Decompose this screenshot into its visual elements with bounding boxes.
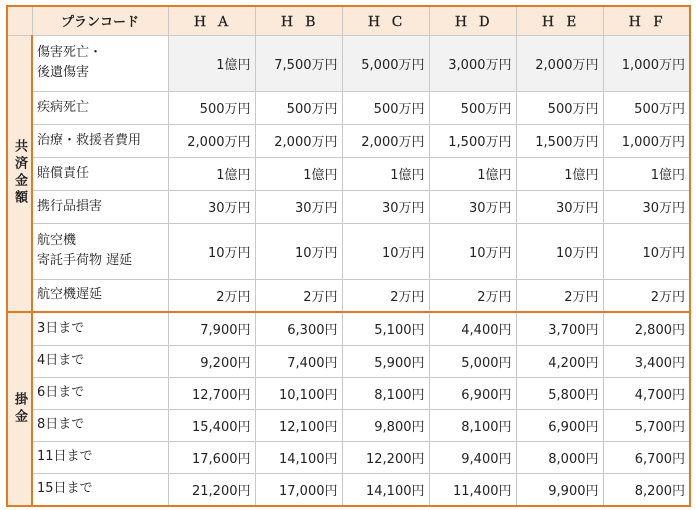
value-cell: 5,800円 bbox=[516, 377, 603, 409]
row-label: 4日まで bbox=[32, 345, 168, 377]
plan-header-he: ＨＥ bbox=[516, 6, 603, 35]
value-cell: 1億円 bbox=[603, 157, 690, 190]
value-cell: 3,400円 bbox=[603, 345, 690, 377]
row-label: 治療・救援者費用 bbox=[32, 124, 168, 157]
value-cell: 30万円 bbox=[168, 190, 255, 223]
value-cell: 5,700円 bbox=[603, 409, 690, 441]
premium-row bbox=[7, 377, 690, 409]
value-cell: 2万円 bbox=[342, 279, 429, 312]
value-cell: 8,200円 bbox=[603, 473, 690, 506]
value-cell: 1億円 bbox=[168, 35, 255, 91]
value-cell: 2,000万円 bbox=[168, 124, 255, 157]
coverage-section bbox=[7, 35, 690, 312]
value-cell: 7,900円 bbox=[168, 312, 255, 345]
value-cell: 10,100円 bbox=[255, 377, 342, 409]
value-cell: 12,700円 bbox=[168, 377, 255, 409]
plan-header-hf: ＨＦ bbox=[603, 6, 690, 35]
value-cell: 2万円 bbox=[516, 279, 603, 312]
row-label: 3日まで bbox=[32, 312, 168, 345]
corner-cell bbox=[7, 6, 32, 35]
value-cell: 4,200円 bbox=[516, 345, 603, 377]
value-cell: 1,500万円 bbox=[429, 124, 516, 157]
value-cell: 30万円 bbox=[342, 190, 429, 223]
coverage-row bbox=[7, 279, 690, 312]
value-cell: 2万円 bbox=[603, 279, 690, 312]
premium-section bbox=[7, 312, 690, 506]
row-label: 航空機遅延 bbox=[32, 279, 168, 312]
value-cell: 9,800円 bbox=[342, 409, 429, 441]
row-label: 賠償責任 bbox=[32, 157, 168, 190]
value-cell: 500万円 bbox=[342, 91, 429, 124]
value-cell: 1億円 bbox=[516, 157, 603, 190]
premium-row bbox=[7, 409, 690, 441]
value-cell: 500万円 bbox=[429, 91, 516, 124]
value-cell: 12,200円 bbox=[342, 441, 429, 473]
value-cell: 30万円 bbox=[603, 190, 690, 223]
value-cell: 2万円 bbox=[429, 279, 516, 312]
plan-code-header: プランコード bbox=[32, 6, 168, 35]
value-cell: 500万円 bbox=[516, 91, 603, 124]
value-cell: 10万円 bbox=[168, 223, 255, 279]
row-label: 6日まで bbox=[32, 377, 168, 409]
value-cell: 4,700円 bbox=[603, 377, 690, 409]
row-label: 8日まで bbox=[32, 409, 168, 441]
row-label: 11日まで bbox=[32, 441, 168, 473]
coverage-row bbox=[7, 190, 690, 223]
row-label: 航空機 寄託手荷物 遅延 bbox=[32, 223, 168, 279]
premium-row bbox=[7, 473, 690, 506]
value-cell: 6,900円 bbox=[429, 377, 516, 409]
value-cell: 2万円 bbox=[255, 279, 342, 312]
value-cell: 5,000円 bbox=[429, 345, 516, 377]
value-cell: 8,000円 bbox=[516, 441, 603, 473]
plan-header-ha: ＨＡ bbox=[168, 6, 255, 35]
value-cell: 17,000円 bbox=[255, 473, 342, 506]
value-cell: 500万円 bbox=[168, 91, 255, 124]
coverage-row bbox=[7, 124, 690, 157]
value-cell: 15,400円 bbox=[168, 409, 255, 441]
value-cell: 1億円 bbox=[255, 157, 342, 190]
value-cell: 3,700円 bbox=[516, 312, 603, 345]
value-cell: 5,000万円 bbox=[342, 35, 429, 91]
value-cell: 30万円 bbox=[255, 190, 342, 223]
value-cell: 9,900円 bbox=[516, 473, 603, 506]
value-cell: 1,000万円 bbox=[603, 35, 690, 91]
premium-row bbox=[7, 312, 690, 345]
value-cell: 11,400円 bbox=[429, 473, 516, 506]
value-cell: 14,100円 bbox=[255, 441, 342, 473]
coverage-section-label: 共済金額 bbox=[7, 35, 32, 312]
coverage-row bbox=[7, 35, 690, 91]
value-cell: 10万円 bbox=[429, 223, 516, 279]
value-cell: 17,600円 bbox=[168, 441, 255, 473]
value-cell: 10万円 bbox=[342, 223, 429, 279]
value-cell: 12,100円 bbox=[255, 409, 342, 441]
value-cell: 30万円 bbox=[516, 190, 603, 223]
plan-header-hd: ＨＤ bbox=[429, 6, 516, 35]
value-cell: 21,200円 bbox=[168, 473, 255, 506]
value-cell: 8,100円 bbox=[429, 409, 516, 441]
value-cell: 1億円 bbox=[342, 157, 429, 190]
row-label: 疾病死亡 bbox=[32, 91, 168, 124]
value-cell: 4,400円 bbox=[429, 312, 516, 345]
coverage-row bbox=[7, 223, 690, 279]
plan-table-wrapper bbox=[6, 5, 691, 507]
value-cell: 2,800円 bbox=[603, 312, 690, 345]
value-cell: 2万円 bbox=[168, 279, 255, 312]
value-cell: 6,900円 bbox=[516, 409, 603, 441]
value-cell: 500万円 bbox=[603, 91, 690, 124]
plan-comparison-table bbox=[6, 5, 691, 507]
value-cell: 7,500万円 bbox=[255, 35, 342, 91]
coverage-row bbox=[7, 91, 690, 124]
premium-row bbox=[7, 345, 690, 377]
value-cell: 9,400円 bbox=[429, 441, 516, 473]
value-cell: 8,100円 bbox=[342, 377, 429, 409]
value-cell: 1,000万円 bbox=[603, 124, 690, 157]
value-cell: 1,500万円 bbox=[516, 124, 603, 157]
premium-row bbox=[7, 441, 690, 473]
coverage-row bbox=[7, 157, 690, 190]
value-cell: 2,000万円 bbox=[342, 124, 429, 157]
plan-header-hb: ＨＢ bbox=[255, 6, 342, 35]
value-cell: 1億円 bbox=[168, 157, 255, 190]
value-cell: 14,100円 bbox=[342, 473, 429, 506]
value-cell: 2,000万円 bbox=[255, 124, 342, 157]
value-cell: 10万円 bbox=[516, 223, 603, 279]
value-cell: 3,000万円 bbox=[429, 35, 516, 91]
plan-header-hc: ＨＣ bbox=[342, 6, 429, 35]
value-cell: 10万円 bbox=[255, 223, 342, 279]
value-cell: 9,200円 bbox=[168, 345, 255, 377]
value-cell: 1億円 bbox=[429, 157, 516, 190]
value-cell: 500万円 bbox=[255, 91, 342, 124]
value-cell: 5,900円 bbox=[342, 345, 429, 377]
value-cell: 30万円 bbox=[429, 190, 516, 223]
value-cell: 5,100円 bbox=[342, 312, 429, 345]
row-label: 15日まで bbox=[32, 473, 168, 506]
value-cell: 6,300円 bbox=[255, 312, 342, 345]
value-cell: 7,400円 bbox=[255, 345, 342, 377]
value-cell: 10万円 bbox=[603, 223, 690, 279]
header-row bbox=[7, 6, 690, 35]
premium-section-label: 掛金 bbox=[7, 312, 32, 506]
row-label: 傷害死亡・ 後遺傷害 bbox=[32, 35, 168, 91]
row-label: 携行品損害 bbox=[32, 190, 168, 223]
value-cell: 6,700円 bbox=[603, 441, 690, 473]
value-cell: 2,000万円 bbox=[516, 35, 603, 91]
